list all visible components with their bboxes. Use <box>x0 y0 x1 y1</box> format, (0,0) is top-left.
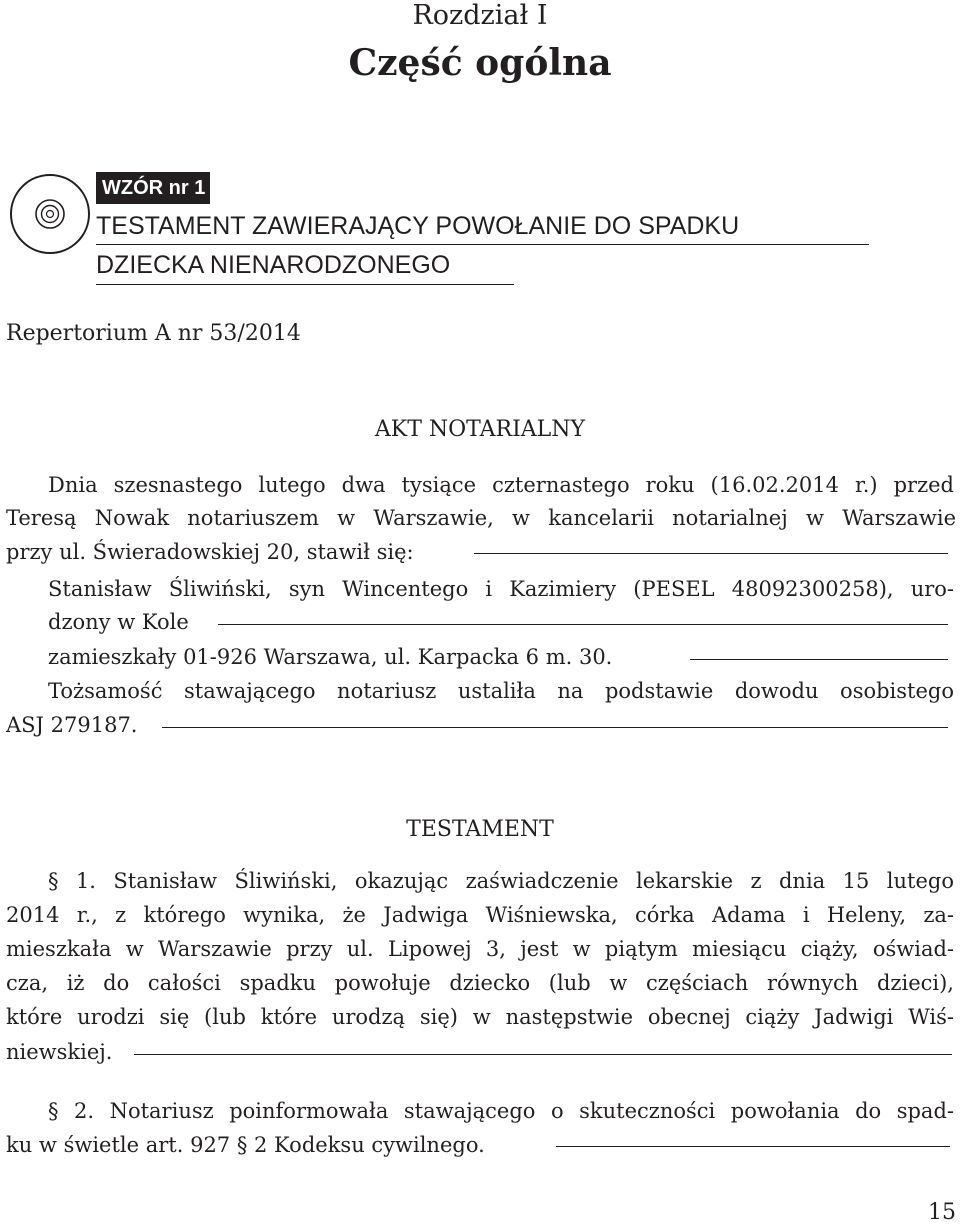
template-title-line-2: DZIECKA NIENARODZONEGO <box>96 251 451 279</box>
akt-line-7: Tożsamość stawającego notariusz ustaliła na podstawie dowodu osobistego <box>48 679 954 703</box>
paragraph-2-line-2: ku w świetle art. 927 § 2 Kodeksu cywilnego. <box>6 1133 485 1157</box>
fill-line-3 <box>690 659 948 660</box>
title-underline-2 <box>96 284 514 285</box>
page-number: 15 <box>928 1200 956 1225</box>
akt-line-4: Stanisław Śliwiński, syn Wincentego i Kazimiery (PESEL 48092300258), uro- <box>48 577 954 601</box>
akt-line-3: przy ul. Świeradowskiej 20, stawił się: <box>6 540 414 564</box>
fill-line-2 <box>218 624 948 625</box>
paragraph-1-line-5: które urodzi się (lub które urodzą się) w następstwie obecnej ciąży Jadwigi Wiś- <box>6 1005 954 1029</box>
fill-line-1 <box>474 553 948 554</box>
chapter-title: Część ogólna <box>348 42 612 84</box>
repertorium-number: Repertorium A nr 53/2014 <box>6 321 301 346</box>
template-title-line-1: TESTAMENT ZAWIERAJĄCY POWOŁANIE DO SPADKU <box>96 212 740 240</box>
akt-notarialny-heading: AKT NOTARIALNY <box>374 417 586 442</box>
paragraph-1-line-3: mieszkała w Warszawie przy ul. Lipowej 3, jest w piątym miesiącu ciąży, oświad- <box>6 937 954 961</box>
title-underline-1 <box>96 244 869 245</box>
akt-line-5: dzony w Kole <box>48 610 189 634</box>
fill-line-5 <box>134 1054 952 1055</box>
akt-line-6: zamieszkały 01-926 Warszawa, ul. Karpacka 6 m. 30. <box>48 645 613 669</box>
paragraph-1-line-1: § 1. Stanisław Śliwiński, okazując zaświadczenie lekarskie z dnia 15 lutego <box>48 869 954 893</box>
fill-line-6 <box>556 1146 950 1147</box>
chapter-label: Rozdział I <box>412 0 548 31</box>
paragraph-2-line-1: § 2. Notariusz poinformowała stawającego o skuteczności powołania do spad- <box>48 1099 954 1123</box>
cd-disc-icon <box>8 172 92 256</box>
akt-line-2: Teresą Nowak notariuszem w Warszawie, w kancelarii notarialnej w Warszawie <box>6 506 956 530</box>
template-badge: WZÓR nr 1 <box>96 172 210 204</box>
paragraph-1-line-2: 2014 r., z którego wynika, że Jadwiga Wiśniewska, córka Adama i Heleny, za- <box>6 903 954 927</box>
fill-line-4 <box>162 727 948 728</box>
akt-line-1: Dnia szesnastego lutego dwa tysiące czternastego roku (16.02.2014 r.) przed <box>48 473 954 497</box>
paragraph-1-line-4: cza, iż do całości spadku powołuje dziecko (lub w częściach równych dzieci), <box>6 971 954 995</box>
testament-heading: TESTAMENT <box>406 817 554 842</box>
paragraph-1-line-6: niewskiej. <box>6 1040 113 1064</box>
akt-line-8: ASJ 279187. <box>6 713 138 737</box>
